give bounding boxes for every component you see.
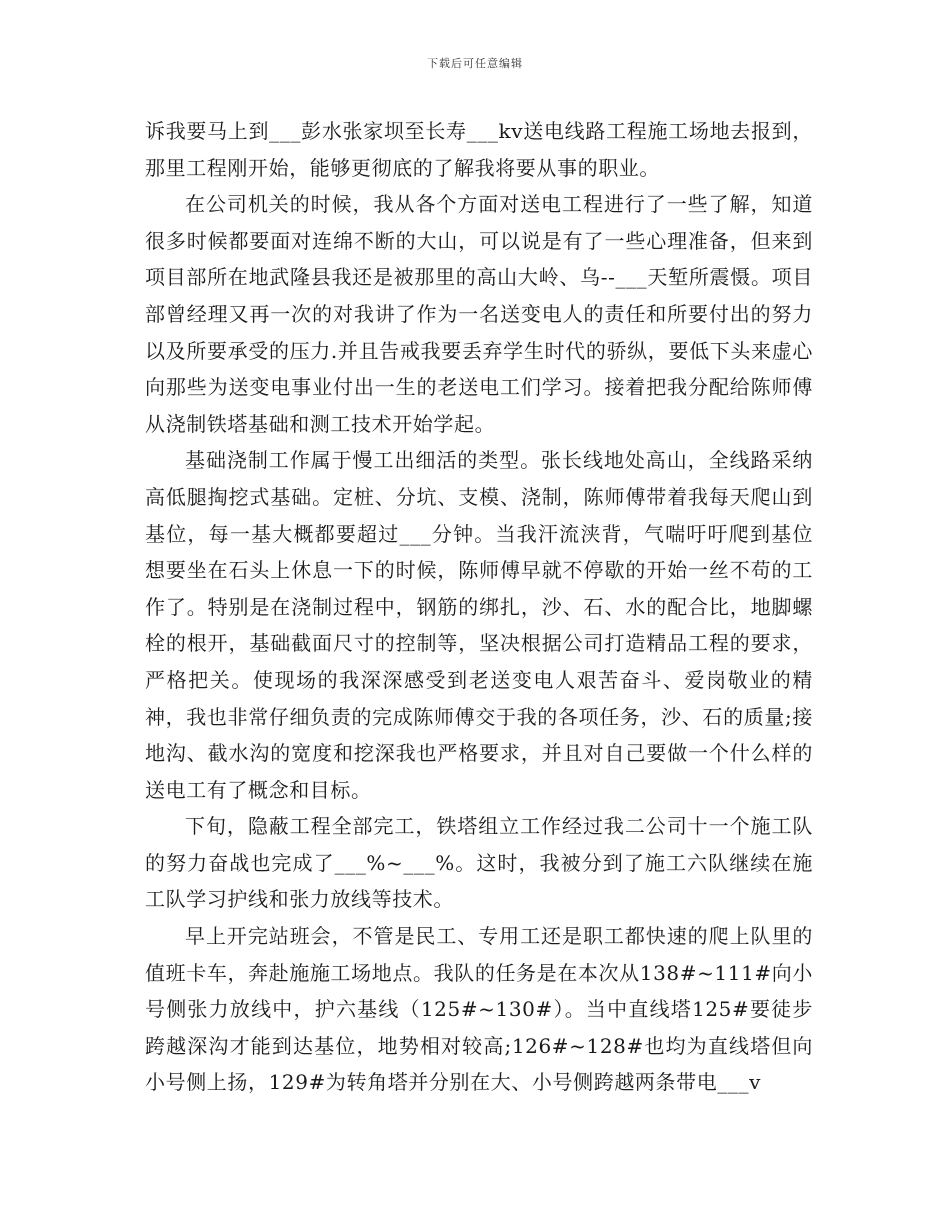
paragraph-5: 早上开完站班会，不管是民工、专用工还是职工都快速的爬上队里的值班卡车，奔赴施施工场地点。我队的任务是在本次从138#~111#向小号侧张力放线中，护六基线（125#~130#）。当中直线塔125#要徒步跨越深沟才能到达基位，地势相对较高;126#~128#也均为直线塔但向小号侧上扬，129#为转角塔并分别在大、小号侧跨越两条带电___v (145, 924, 813, 1095)
paragraph-1: 诉我要马上到___彭水张家坝至长寿___kv送电线路工程施工场地去报到，那里工程刚开始，能够更彻底的了解我将要从事的职业。 (145, 119, 813, 180)
paragraph-2: 在公司机关的时候，我从各个方面对送电工程进行了一些了解，知道很多时候都要面对连绵不断的大山，可以说是有了一些心理准备，但来到项目部所在地武隆县我还是被那里的高山大岭、乌--___天堑所震慑。项目部曾经理又再一次的对我讲了作为一名送变电人的责任和所要付出的努力以及所要承受的压力.并且告戒我要丢弃学生时代的骄纵，要低下头来虚心向那些为送变电事业付出一生的老送电工们学习。接着把我分配给陈师傅从浇制铁塔基础和测工技术开始学起。 (145, 192, 813, 436)
document-body (145, 113, 813, 1101)
page-header-note: 下载后可任意编辑 (427, 57, 523, 70)
paragraph-3: 基础浇制工作属于慢工出细活的类型。张长线地处高山，全线路采纳高低腿掏挖式基础。定桩、分坑、支模、浇制，陈师傅带着我每天爬山到基位，每一基大概都要超过___分钟。当我汗流浃背，气喘吁吁爬到基位想要坐在石头上休息一下的时候，陈师傅早就不停歇的开始一丝不苟的工作了。特别是在浇制过程中，钢筋的绑扎，沙、石、水的配合比，地脚螺栓的根开，基础截面尺寸的控制等，坚决根据公司打造精品工程的要求，严格把关。使现场的我深深感受到老送变电人艰苦奋斗、爱岗敬业的精神，我也非常仔细负责的完成陈师傅交于我的各项任务，沙、石的质量;接地沟、截水沟的宽度和挖深我也严格要求，并且对自己要做一个什么样的送电工有了概念和目标。 (145, 448, 813, 802)
paragraph-4: 下旬，隐蔽工程全部完工，铁塔组立工作经过我二公司十一个施工队的努力奋战也完成了___%~___%。这时，我被分到了施工六队继续在施工队学习护线和张力放线等技术。 (145, 814, 813, 912)
